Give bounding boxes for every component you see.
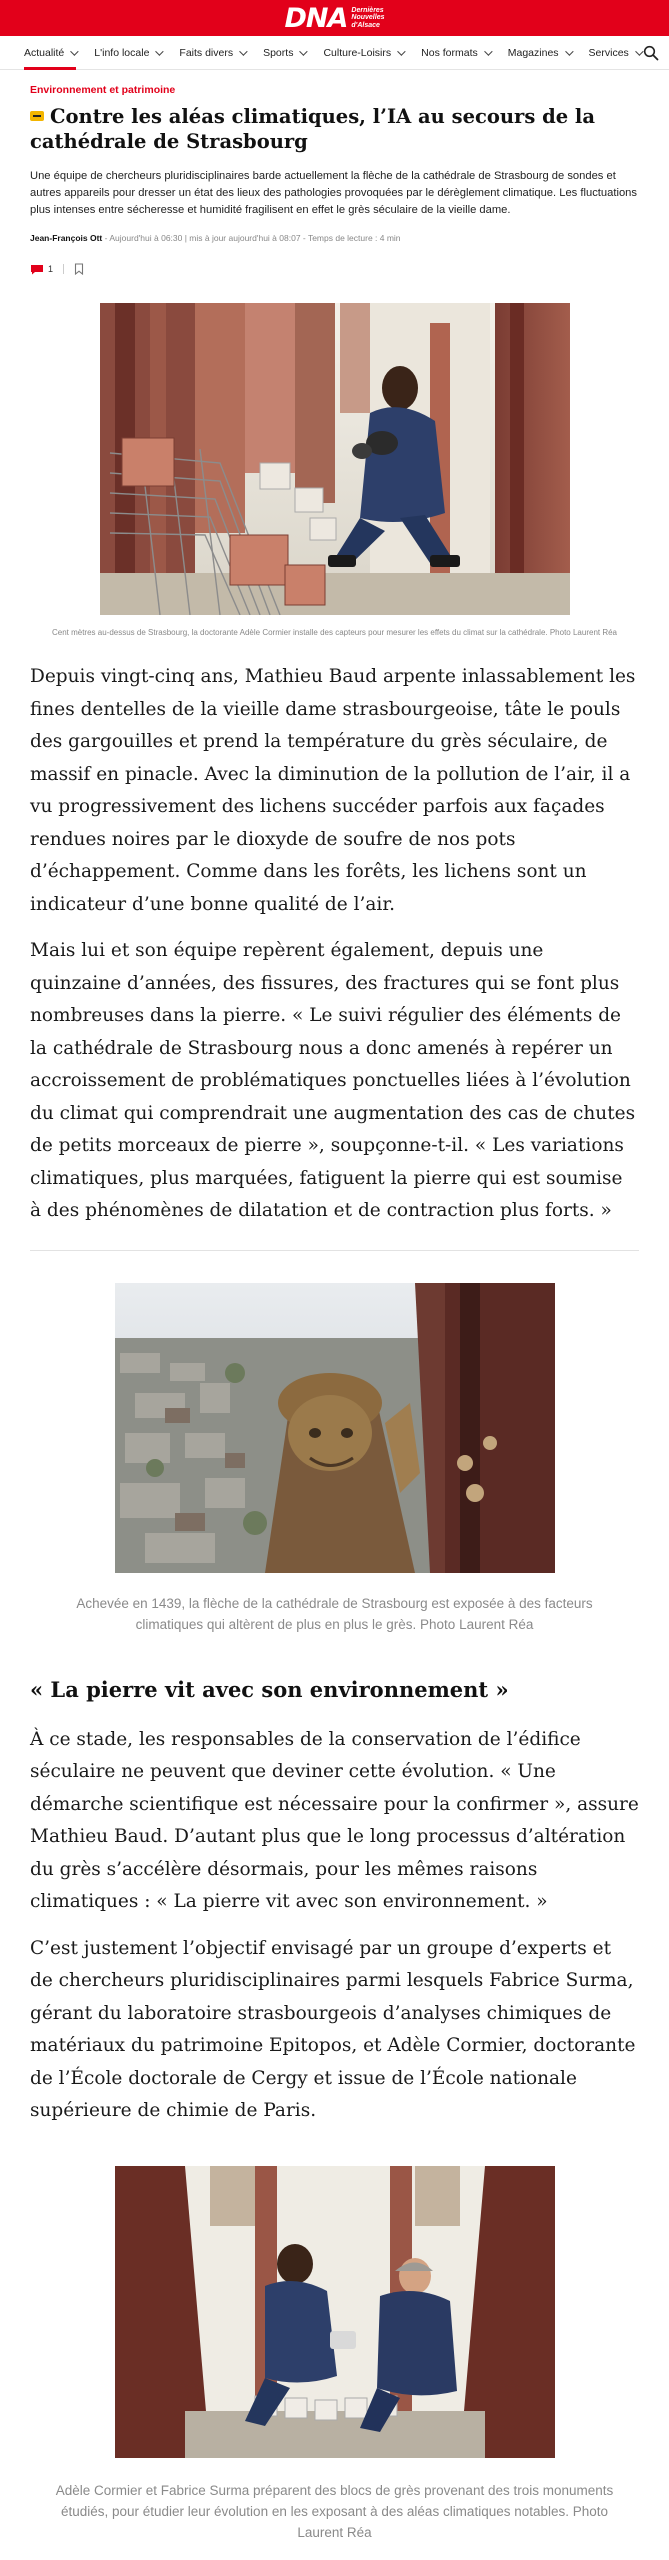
nav-item-label: Actualité [24, 46, 65, 59]
nav-item-services[interactable] [580, 36, 650, 70]
nav-item-magazines[interactable] [499, 36, 580, 70]
photo-image [115, 2166, 555, 2458]
article-body-1 [30, 661, 639, 1228]
logo-tagline-line-1: Dernières [351, 6, 384, 14]
nav-item-info-locale[interactable] [85, 36, 170, 70]
nav-item-label: Nos formats [421, 46, 478, 59]
figure-1 [30, 303, 639, 639]
photo-image [100, 303, 570, 615]
chevron-down-icon [239, 47, 247, 55]
comment-count[interactable]: 1 [48, 264, 54, 274]
chevron-down-icon [70, 47, 78, 55]
paragraph: C’est justement l’objectif envisagé par un groupe d’experts et de chercheurs pluridisciplinaires parmi lesquels Fabrice Surma, gérant du laboratoire strasbourgeois d’analyses chimiques de matériaux du patrimoine Epitopos, et Adèle Cormier, doctorante de l’École doctorale de Cergy et issue de l’École nationale supérieure de chimie de Paris. [30, 1937, 636, 2121]
site-header [0, 0, 669, 36]
photo-2-caption: Achevée en 1439, la flèche de la cathédrale de Strasbourg est exposée à des facteurs climatiques qui altèrent de plus en plus le grès. Photo Laurent Réa [76, 1595, 593, 1632]
article-byline [30, 233, 639, 243]
chevron-down-icon [300, 47, 308, 55]
article-meta: - Aujourd'hui à 06:30 | mis à jour aujourd'hui à 08:07 - Temps de lecture : 4 min [104, 233, 401, 243]
photo-gargoyle-view[interactable] [115, 1283, 555, 1573]
chevron-down-icon [156, 47, 164, 55]
article-title-text: Contre les aléas climatiques, l’IA au secours de la cathédrale de Strasbourg [30, 105, 595, 153]
divider [63, 264, 64, 274]
article-title [30, 104, 639, 154]
paragraph: Depuis vingt-cinq ans, Mathieu Baud arpente inlassablement les fines dentelles de la vieille dame strasbourgeoise, tâte le pouls des gargouilles et prend la température du grès séculaire, de massif en pinacle. Avec la diminution de la pollution de l’air, il a vu progressivement des lichens succéder parfois aux façades rendues noires par le dioxyde de soufre de nos pots d’échappement. Comme dans les forêts, les lichens sont un indicateur d’une bonne qualité de l’air. [30, 666, 636, 915]
photo-researcher-sensors[interactable] [100, 303, 570, 615]
bookmark-icon[interactable] [74, 263, 84, 275]
photo-1-caption: Cent mètres au-dessus de Strasbourg, la doctorante Adèle Cormier installe des capteurs pour mesurer les effets du climat sur la cathédrale. Photo Laurent Réa [51, 628, 618, 637]
photo-image [115, 1283, 555, 1573]
photo-3-caption: Adèle Cormier et Fabrice Surma préparent des blocs de grès provenant des trois monuments étudiés, pour étudier leur évolution en les exposant à des aléas climatiques notables. Photo Laurent Réa [55, 2482, 614, 2540]
paragraph: À ce stade, les responsables de la conservation de l’édifice séculaire ne peuvent que deviner cette évolution. « Une démarche scientifique est nécessaire pour la confirmer », assure Mathieu Baud. D’autant plus que le long processus d’altération du grès s’accélère désormais, pour les mêmes raisons climatiques : « La pierre vit avec son environnement. » [30, 1728, 639, 1912]
logo-tagline-line-2: Nouvelles [351, 14, 385, 22]
logo-tagline [351, 7, 384, 30]
figure-2 [30, 1283, 639, 1635]
author-name[interactable]: Jean-François Ott [30, 233, 103, 243]
nav-item-faits-divers[interactable] [170, 36, 254, 70]
photo-researchers-blocks[interactable] [115, 2166, 555, 2458]
article [0, 84, 669, 2543]
search-icon[interactable] [643, 45, 659, 61]
section-divider [30, 1250, 639, 1251]
nav-item-nos-formats[interactable] [412, 36, 499, 70]
main-nav [0, 36, 669, 70]
nav-item-label: Culture-Loisirs [323, 46, 392, 59]
article-kicker[interactable]: Environnement et patrimoine [30, 84, 176, 96]
article-actions [30, 261, 639, 277]
section-subhead: « La pierre vit avec son environnement » [30, 1676, 509, 1702]
article-body-2 [30, 1724, 639, 2128]
nav-item-label: Sports [263, 46, 294, 59]
chevron-down-icon [484, 47, 492, 55]
nav-item-label: Faits divers [179, 46, 234, 59]
nav-item-sports[interactable] [254, 36, 314, 70]
premium-icon [30, 111, 44, 121]
nav-item-label: Services [588, 46, 629, 59]
nav-item-label: L'info locale [94, 46, 150, 59]
logo-tagline-line-3: d'Alsace [351, 21, 380, 29]
chevron-down-icon [397, 47, 405, 55]
figure-3 [30, 2166, 639, 2543]
nav-item-culture-loisirs[interactable] [314, 36, 412, 70]
paragraph: Mais lui et son équipe repèrent également, depuis une quinzaine d’années, des fissures, des fractures qui se font plus nombreuses dans la pierre. « Le suivi régulier des éléments de la cathédrale de Strasbourg nous a donc amenés à repérer un accroissement de problématiques ponctuelles liées à l’évolution du climat qui comprendrait une augmentation des cas de chutes de petits morceaux de pierre », soupçonne-t-il. « Les variations climatiques, plus marquées, fatiguent la pierre qui est soumise à des phénomènes de dilatation et de contraction plus forts. » [30, 940, 636, 1221]
comment-icon[interactable] [30, 264, 44, 275]
logo-wordmark: DNA [284, 2, 348, 34]
nav-item-label: Magazines [507, 46, 559, 59]
site-logo[interactable] [285, 3, 385, 34]
chevron-down-icon [565, 47, 573, 55]
article-lead: Une équipe de chercheurs pluridisciplinaires barde actuellement la flèche de la cathédrale de Strasbourg de sondes et autres appareils pour dresser un état des lieux des pathologies provoquées par le dérèglement climatique. Les fluctuations plus intenses entre sécheresse et humidité fragilisent en effet le grès séculaire de la vieille dame. [30, 170, 637, 216]
nav-item-actualite[interactable] [24, 36, 85, 70]
